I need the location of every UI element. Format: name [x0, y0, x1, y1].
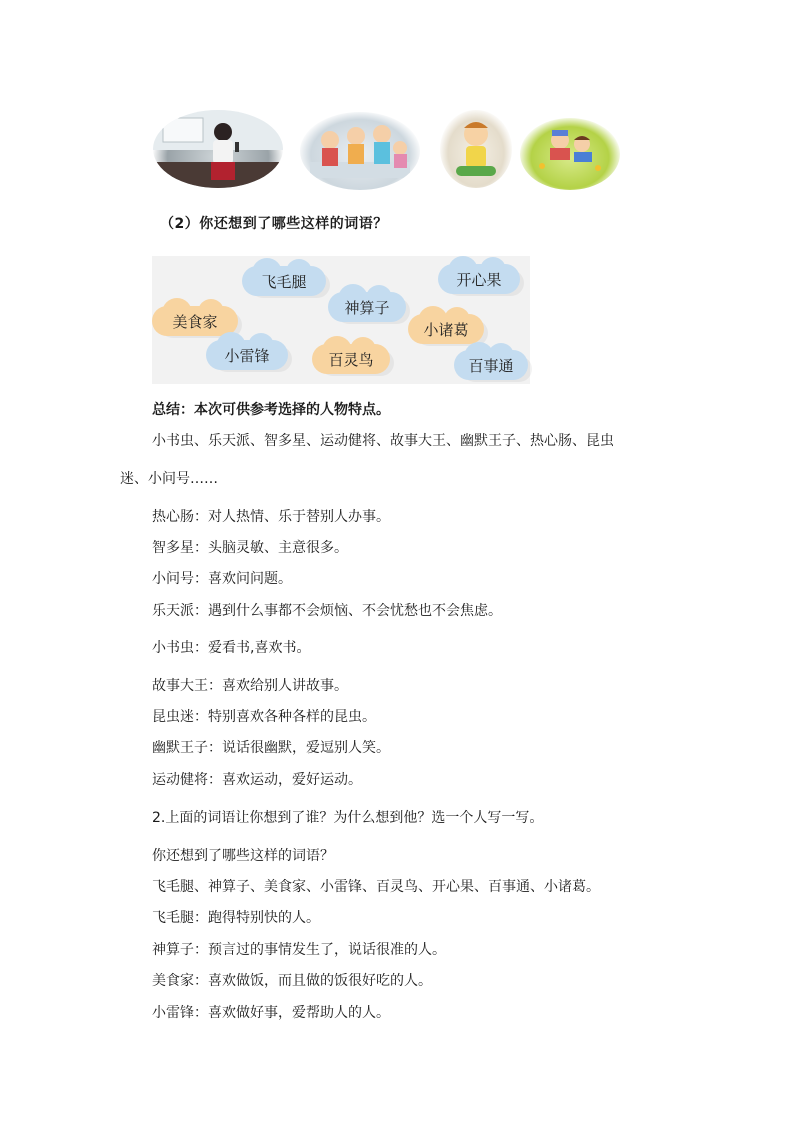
cloud-word: 飞毛腿: [242, 266, 326, 296]
paragraph-line: 迷、小问号……: [120, 471, 218, 487]
question-line: 2.上面的词语让你想到了谁？为什么想到他？选一个人写一写。: [152, 810, 544, 826]
definition-line: 乐天派：遇到什么事都不会烦恼、不会忧愁也不会焦虑。: [152, 603, 502, 619]
definition-line: 小雷锋：喜欢做好事，爱帮助人的人。: [152, 1005, 390, 1021]
cloud-word: 小雷锋: [206, 340, 288, 370]
definition-line: 飞毛腿：跑得特别快的人。: [152, 910, 320, 926]
children-in-grass-cartoon: [520, 118, 620, 190]
cloud-word: 开心果: [438, 264, 520, 294]
cloud-word: 百灵鸟: [312, 344, 390, 374]
summary-title: 总结：本次可供参考选择的人物特点。: [152, 402, 390, 418]
definition-line: 小书虫：爱看书,喜欢书。: [152, 640, 311, 656]
word-cloud-panel: [152, 256, 530, 384]
definition-line: 神算子：预言过的事情发生了，说话很准的人。: [152, 942, 446, 958]
cloud-word: 百事通: [454, 350, 528, 380]
definition-line: 小问号：喜欢问问题。: [152, 571, 292, 587]
definition-line: 智多星：头脑灵敏、主意很多。: [152, 540, 348, 556]
question-heading: （2）你还想到了哪些这样的词语？: [160, 216, 388, 232]
thinking-boy-cartoon: [440, 110, 512, 188]
cloud-word: 神算子: [328, 292, 406, 322]
definition-line: 美食家：喜欢做饭，而且做的饭很好吃的人。: [152, 973, 432, 989]
definition-line: 幽默王子：说话很幽默，爱逗别人笑。: [152, 740, 390, 756]
definition-line: 昆虫迷：特别喜欢各种各样的昆虫。: [152, 709, 376, 725]
children-group-cartoon: [300, 112, 420, 190]
paragraph-line: 飞毛腿、神算子、美食家、小雷锋、百灵鸟、开心果、百事通、小诸葛。: [152, 879, 600, 895]
question-line: 你还想到了哪些这样的词语？: [152, 848, 334, 864]
cloud-word: 美食家: [152, 306, 238, 336]
definition-line: 故事大王：喜欢给别人讲故事。: [152, 678, 348, 694]
definition-line: 运动健将：喜欢运动，爱好运动。: [152, 772, 362, 788]
girl-speaking-photo: [153, 110, 283, 188]
paragraph-line: 小书虫、乐天派、智多星、运动健将、故事大王、幽默王子、热心肠、昆虫: [152, 433, 614, 449]
definition-line: 热心肠：对人热情、乐于替别人办事。: [152, 509, 390, 525]
cloud-word: 小诸葛: [408, 314, 484, 344]
